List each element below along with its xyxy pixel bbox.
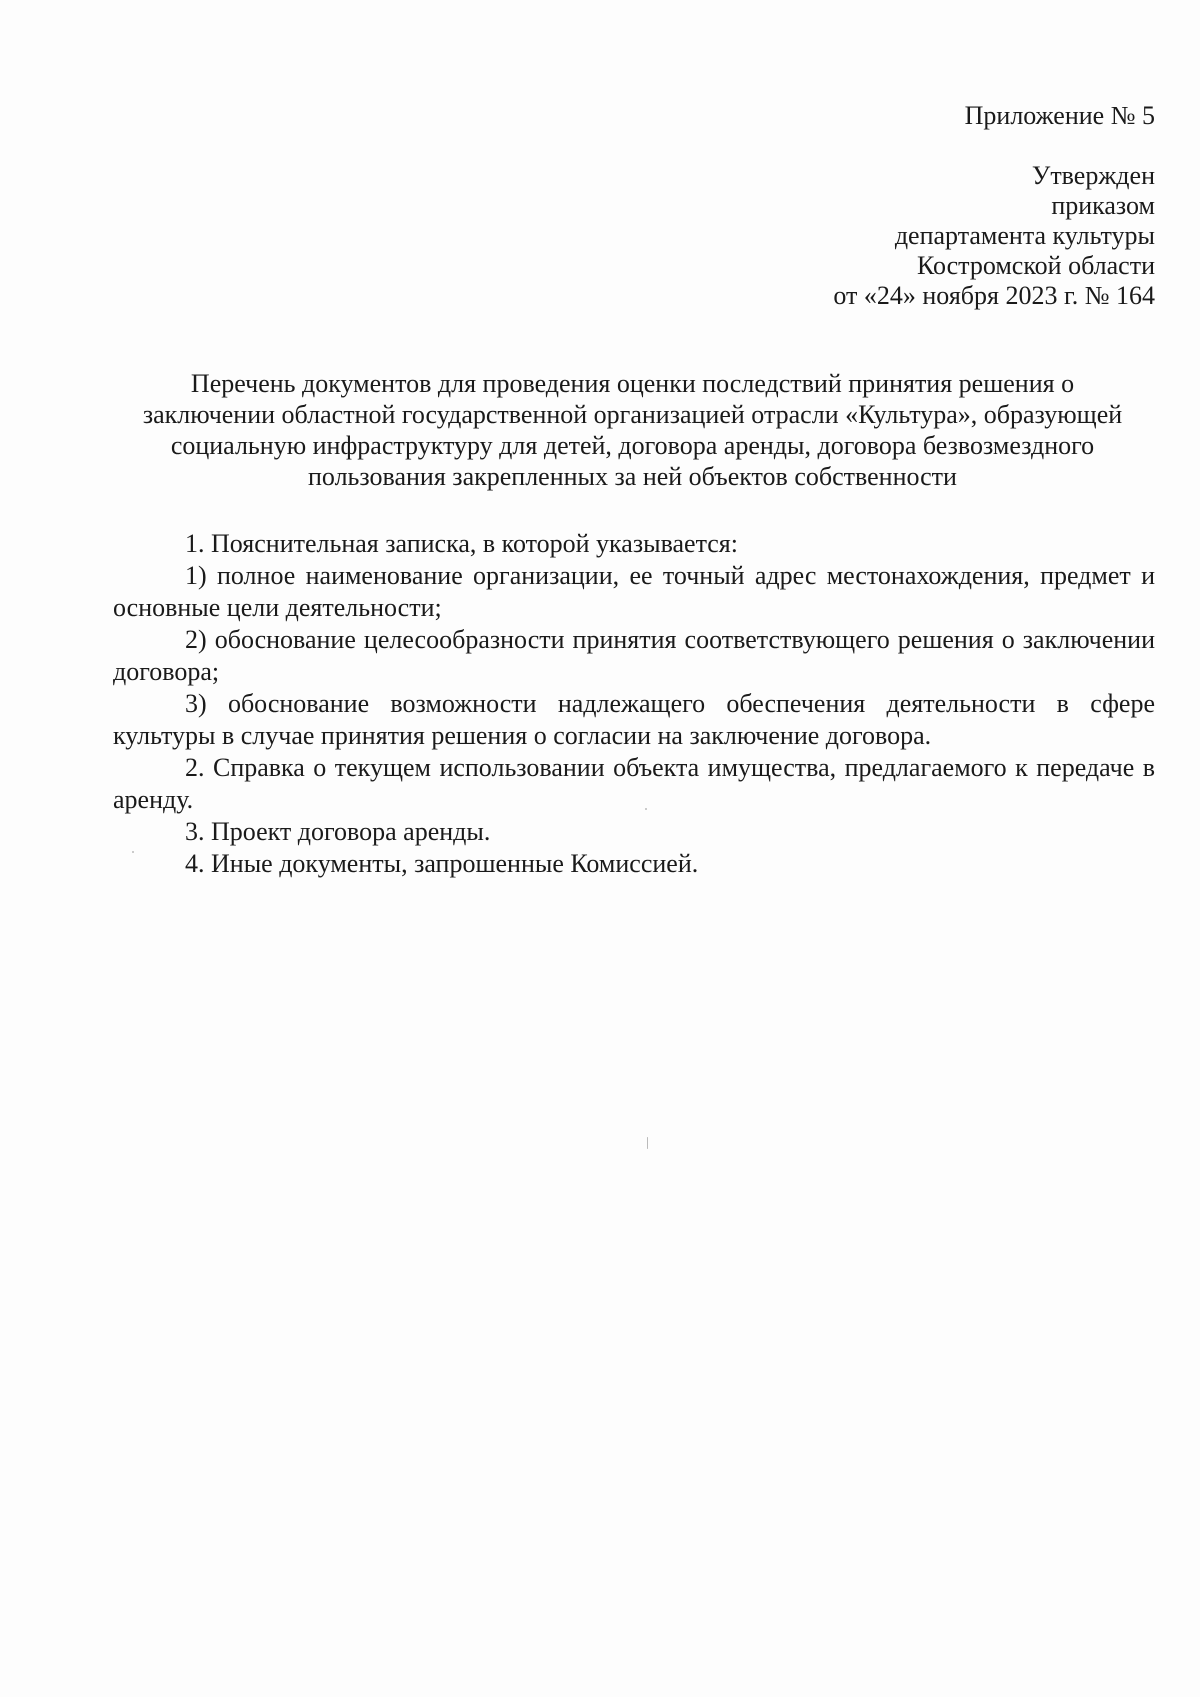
approval-line-approved: Утвержден [1031,161,1155,190]
approval-line-region: Костромской области [916,251,1155,280]
approval-header [833,101,1155,311]
approval-line-department: департамента культуры [894,221,1155,250]
scan-speck [645,808,647,810]
scan-speck [132,851,134,853]
list-item: 1) полное наименование организации, ее точный адрес местонахождения, предмет и основные цели деятельности; [113,561,1155,622]
list-item: 3) обоснование возможности надлежащего обеспечения деятельности в сфере культуры в случае принятия решения о согласии на заключение договора. [113,689,1155,750]
list-item: 1. Пояснительная записка, в которой указывается: [185,529,738,558]
appendix-number: Приложение № 5 [964,101,1155,130]
document-body [113,528,1155,880]
document-title: Перечень документов для проведения оценки последствий принятия решения о заключении областной государственной организацией отрасли «Культура», образующей социальную инфраструктуру для детей, договора аренды, договора безвозмездного пользования закрепленных за ней объектов собственности [142,369,1123,491]
list-item: 2. Справка о текущем использовании объекта имущества, предлагаемого к передаче в аренду. [113,753,1155,814]
approval-line-date-number: от «24» ноября 2023 г. № 164 [833,281,1155,310]
list-item: 4. Иные документы, запрошенные Комиссией. [185,849,699,878]
approval-line-order: приказом [1051,191,1155,220]
scan-speck [647,1137,648,1149]
list-item: 3. Проект договора аренды. [185,817,491,846]
list-item: 2) обоснование целесообразности принятия соответствующего решения о заключении договора; [113,625,1155,686]
